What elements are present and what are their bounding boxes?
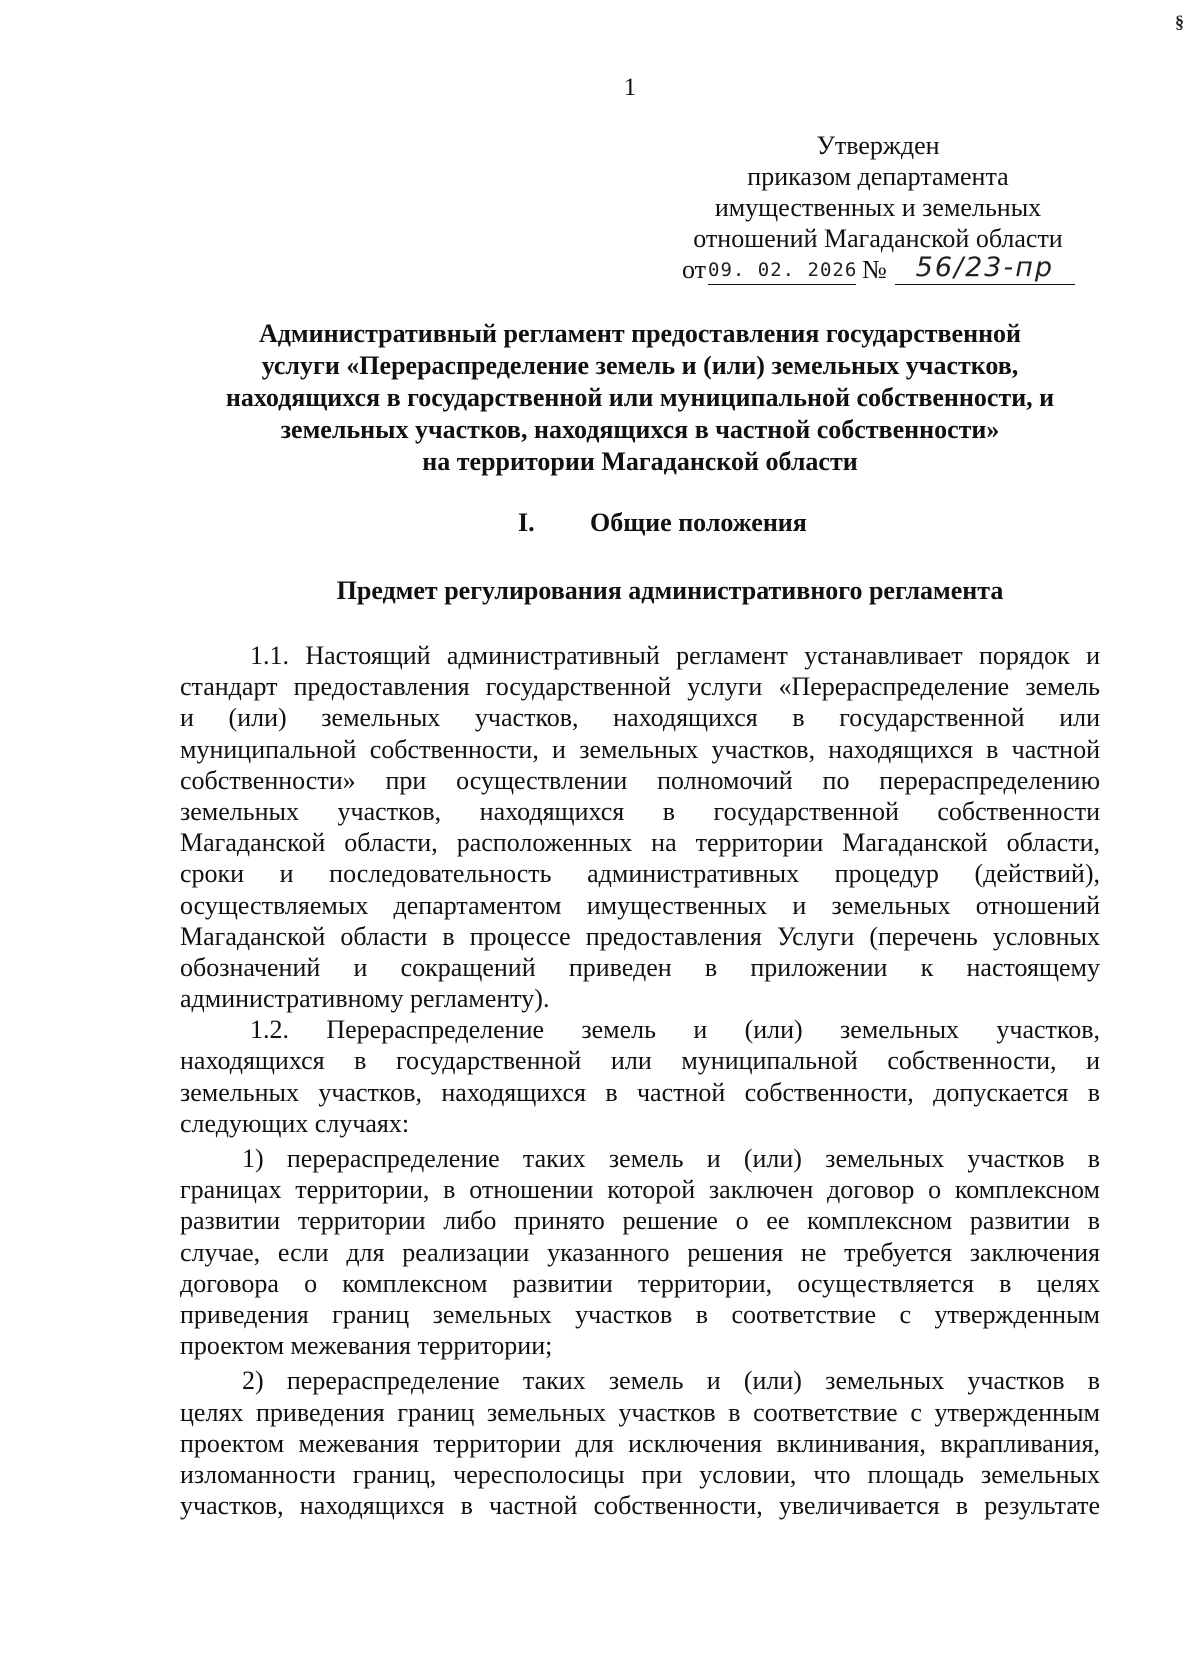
list-item-line: случае, если для реализации указанного решения не требуется заключения [180, 1237, 1100, 1267]
corner-mark: § [1175, 12, 1184, 32]
paragraph-line: обозначений и сокращений приведен в приложении к настоящему [180, 952, 1100, 982]
approval-line-2: приказом департамента [747, 162, 1009, 191]
number-prefix: № [862, 255, 887, 284]
approval-line-1: Утвержден [816, 131, 940, 160]
approval-line-3: имущественных и земельных [714, 193, 1042, 222]
paragraph-line: земельных участков, находящихся в частной собственности, допускается в [180, 1077, 1100, 1107]
paragraph-line: 1.2. Перераспределение земель и (или) земельных участков, [250, 1015, 1100, 1045]
date-prefix: от [682, 255, 707, 284]
list-item-line: проектом межевания территории; [180, 1331, 553, 1361]
list-item-line: 1) перераспределение таких земель и (или) земельных участков в [242, 1144, 1100, 1173]
section-number: I. [518, 508, 535, 537]
list-item-line: проектом межевания территории для исключения вклинивания, вкрапливания, [180, 1428, 1100, 1458]
paragraph-line: Магаданской области, расположенных на территории Магаданской области, [180, 828, 1100, 858]
paragraph-line: и (или) земельных участков, находящихся в государственной или [180, 703, 1100, 733]
approval-block [668, 130, 1088, 254]
list-item-line: развитии территории либо принято решение о ее комплексном развитии в [180, 1206, 1100, 1236]
body-text [180, 640, 1100, 1521]
paragraph-line: собственности» при осуществлении полномочий по перераспределению [180, 765, 1100, 795]
subheading: Предмет регулирования административного регламента [336, 576, 1004, 605]
title-line-2: услуги «Перераспределение земель и (или) земельных участков, [261, 351, 1019, 380]
list-item-line: 2) перераспределение таких земель и (или) земельных участков в [242, 1366, 1100, 1396]
approval-number: 56/23-пр [895, 254, 1075, 285]
approval-date: 09. 02. 2026 [708, 258, 856, 285]
approval-line-4: отношений Магаданской области [693, 224, 1063, 253]
paragraph-line: стандарт предоставления государственной услуги «Перераспределение земель [180, 672, 1100, 702]
title-line-3: находящихся в государственной или муниципальной собственности, и [225, 383, 1055, 412]
page-number: 1 [623, 74, 637, 101]
paragraph-line: следующих случаях: [180, 1108, 410, 1138]
title-line-1: Административный регламент предоставления государственной [258, 319, 1022, 348]
paragraph-line: муниципальной собственности, и земельных участков, находящихся в частной [180, 734, 1100, 764]
paragraph-line: осуществляемых департаментом имущественных и земельных отношений [180, 890, 1100, 920]
paragraph-line: Магаданской области в процессе предоставления Услуги (перечень условных [180, 921, 1100, 951]
paragraph-line: 1.1. Настоящий административный регламент устанавливает порядок и [250, 641, 1100, 670]
list-item-line: приведения границ земельных участков в соответствие с утвержденным [180, 1299, 1100, 1329]
paragraph-line: земельных участков, находящихся в государственной собственности [180, 796, 1100, 826]
section-title: Общие положения [590, 508, 807, 537]
list-item-line: изломанности границ, чересполосицы при условии, что площадь земельных [180, 1459, 1100, 1489]
list-item-line: договора о комплексном развитии территории, осуществляется в целях [180, 1268, 1100, 1298]
list-item-line: участков, находящихся в частной собственности, увеличивается в результате [180, 1491, 1100, 1521]
list-item-line: целях приведения границ земельных участков в соответствие с утвержденным [180, 1397, 1100, 1427]
list-item-line: границах территории, в отношении которой заключен договор о комплексном [180, 1175, 1100, 1205]
paragraph-line: находящихся в государственной или муниципальной собственности, и [180, 1046, 1100, 1076]
title-line-5: на территории Магаданской области [422, 447, 858, 476]
paragraph-line: административному регламенту). [180, 984, 550, 1014]
paragraph-line: сроки и последовательность административных процедур (действий), [180, 859, 1100, 889]
document-title [180, 318, 1100, 478]
title-line-4: земельных участков, находящихся в частной собственности» [280, 415, 1000, 444]
approval-date-number [682, 254, 1075, 285]
